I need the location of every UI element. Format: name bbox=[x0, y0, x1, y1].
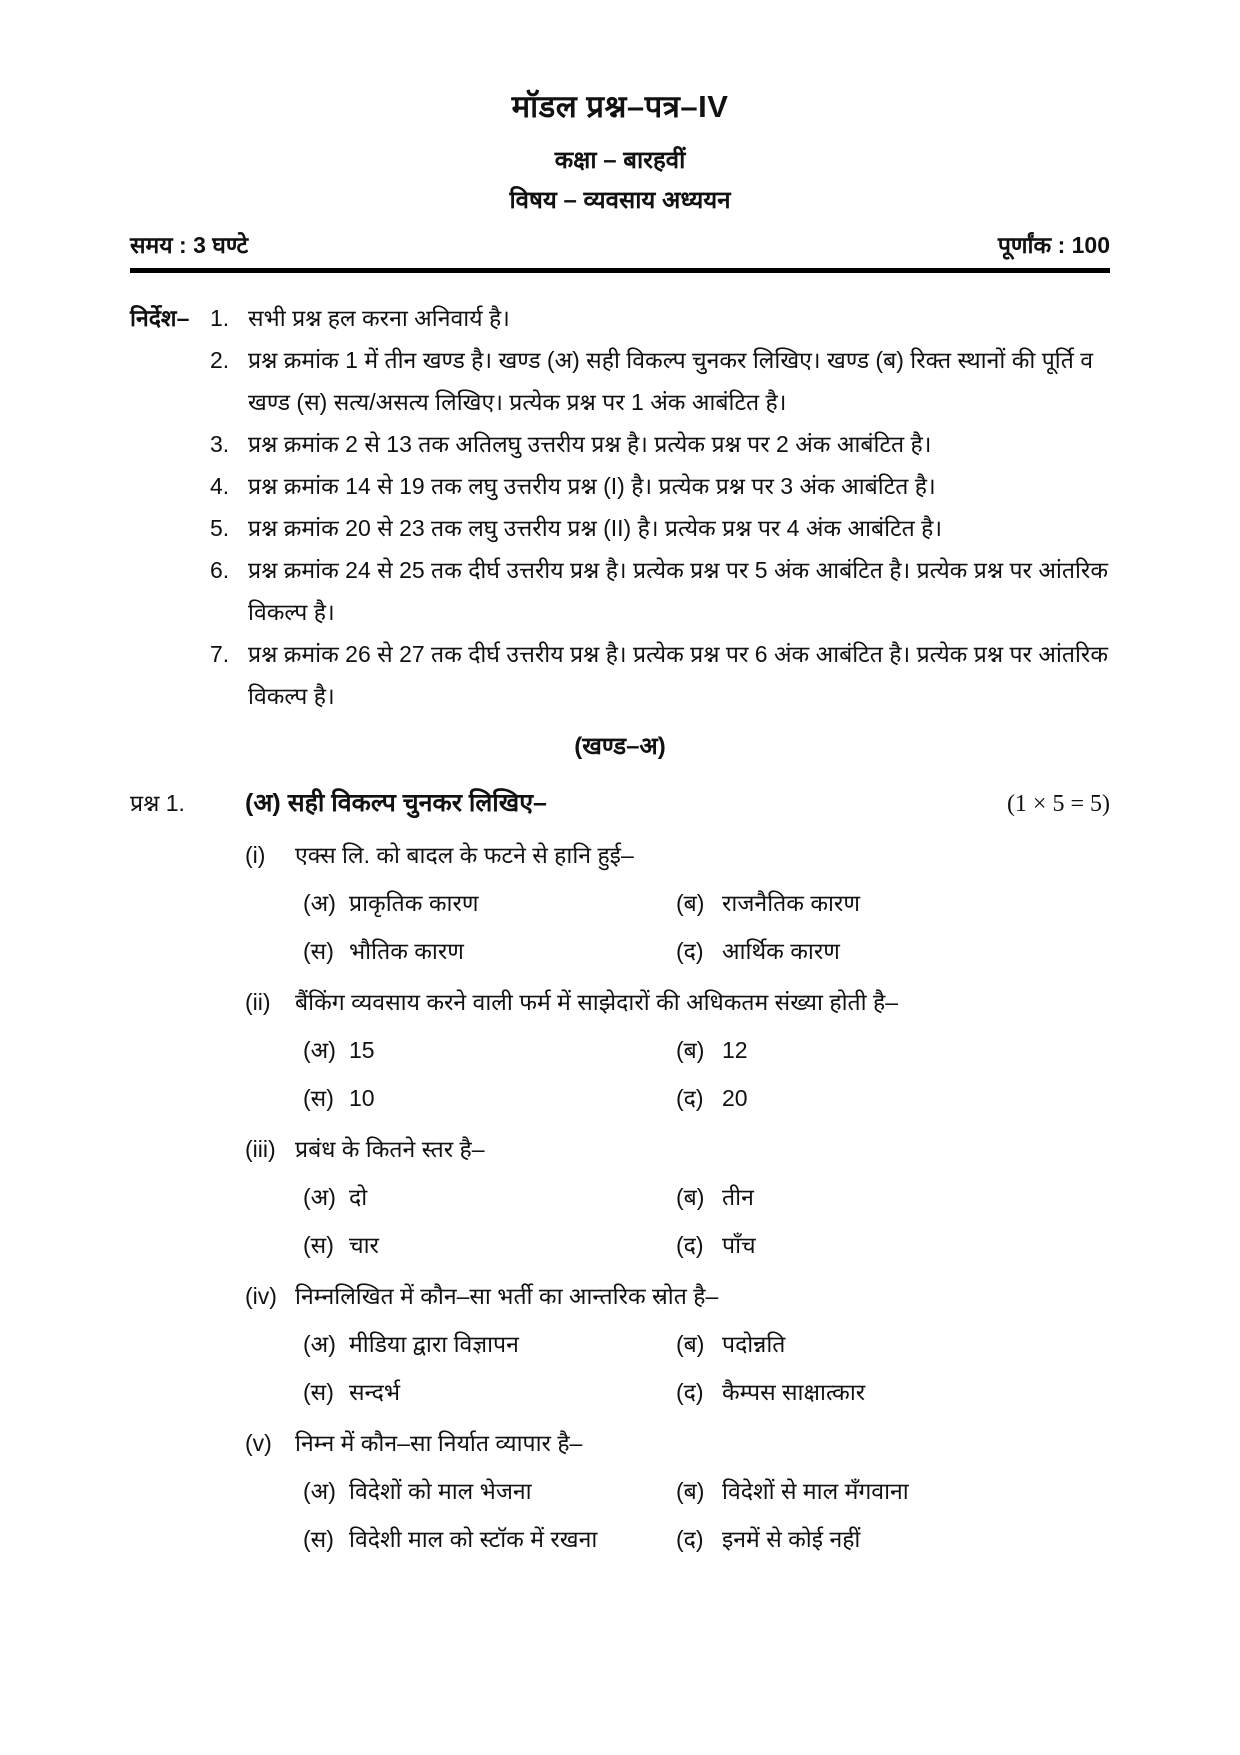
instructions-label: निर्देश– bbox=[130, 305, 190, 331]
option-label: (द) bbox=[676, 1526, 704, 1552]
option-text: इनमें से कोई नहीं bbox=[722, 1526, 861, 1552]
option-label: (द) bbox=[676, 1232, 704, 1258]
option-a bbox=[303, 1476, 676, 1507]
option-text: कैम्पस साक्षात्कार bbox=[722, 1379, 866, 1405]
sub-question-ii bbox=[245, 987, 1110, 1114]
class-line: कक्षा – बारहवीं bbox=[554, 147, 686, 174]
instruction-number: 7. bbox=[210, 641, 230, 667]
options-grid bbox=[303, 888, 1110, 967]
paper-header bbox=[130, 88, 1110, 273]
option-c bbox=[303, 936, 676, 967]
sub-question-text: निम्नलिखित में कौन–सा भर्ती का आन्तरिक स्रोत है– bbox=[295, 1283, 719, 1309]
instruction-text: प्रश्न क्रमांक 20 से 23 तक लघु उत्तरीय प्रश्न (II) है। प्रत्येक प्रश्न पर 4 अंक आबंटित है। bbox=[248, 515, 943, 541]
option-text: राजनैतिक कारण bbox=[722, 890, 860, 916]
option-text: मीडिया द्वारा विज्ञापन bbox=[349, 1331, 519, 1357]
option-label: (अ) bbox=[303, 1331, 336, 1357]
option-d bbox=[676, 1524, 1110, 1555]
options-grid bbox=[303, 1329, 1110, 1408]
option-a bbox=[303, 1035, 676, 1066]
option-label: (स) bbox=[303, 1232, 334, 1258]
option-text: पदोन्नति bbox=[722, 1331, 786, 1357]
option-a bbox=[303, 888, 676, 919]
option-label: (स) bbox=[303, 1526, 334, 1552]
header-divider bbox=[130, 268, 1110, 273]
options-grid bbox=[303, 1182, 1110, 1261]
option-d bbox=[676, 1083, 1110, 1114]
option-c bbox=[303, 1083, 676, 1114]
option-text: 20 bbox=[722, 1085, 748, 1111]
question-part-label: (अ) सही विकल्प चुनकर लिखिए– bbox=[245, 789, 547, 817]
instruction-item bbox=[210, 633, 1110, 717]
option-text: 12 bbox=[722, 1037, 748, 1063]
option-text: विदेशी माल को स्टॉक में रखना bbox=[349, 1526, 598, 1552]
instruction-text: प्रश्न क्रमांक 2 से 13 तक अतिलघु उत्तरीय प्रश्न है। प्रत्येक प्रश्न पर 2 अंक आबंटित है। bbox=[248, 431, 932, 457]
option-text: आर्थिक कारण bbox=[722, 938, 840, 964]
sub-question-row bbox=[245, 1281, 1110, 1312]
option-label: (ब) bbox=[676, 1478, 705, 1504]
sub-question-iii bbox=[245, 1134, 1110, 1261]
instruction-item bbox=[210, 423, 1110, 465]
option-text: तीन bbox=[722, 1184, 754, 1210]
option-label: (द) bbox=[676, 1379, 704, 1405]
sub-question-row bbox=[245, 1134, 1110, 1165]
instruction-item bbox=[210, 549, 1110, 633]
sub-question-number: (i) bbox=[245, 842, 266, 868]
instruction-item bbox=[210, 339, 1110, 423]
sub-question-text: एक्स लि. को बादल के फटने से हानि हुई– bbox=[295, 842, 634, 868]
option-label: (अ) bbox=[303, 1478, 336, 1504]
option-text: चार bbox=[349, 1232, 379, 1258]
question-marks: (1 × 5 = 5) bbox=[1006, 791, 1110, 817]
sub-question-iv bbox=[245, 1281, 1110, 1408]
sub-question-text: बैंकिंग व्यवसाय करने वाली फर्म में साझेदारों की अधिकतम संख्या होती है– bbox=[295, 989, 898, 1015]
option-a bbox=[303, 1329, 676, 1360]
option-text: भौतिक कारण bbox=[349, 938, 464, 964]
sub-question-text: निम्न में कौन–सा निर्यात व्यापार है– bbox=[295, 1430, 583, 1456]
instruction-item bbox=[210, 507, 1110, 549]
instruction-item bbox=[210, 297, 1110, 339]
option-label: (द) bbox=[676, 938, 704, 964]
option-a bbox=[303, 1182, 676, 1213]
option-b bbox=[676, 888, 1110, 919]
option-d bbox=[676, 1377, 1110, 1408]
option-b bbox=[676, 1329, 1110, 1360]
option-b bbox=[676, 1476, 1110, 1507]
instruction-number: 3. bbox=[210, 431, 230, 457]
option-label: (ब) bbox=[676, 1037, 705, 1063]
option-text: दो bbox=[349, 1184, 368, 1210]
option-c bbox=[303, 1524, 676, 1555]
sub-question-number: (iii) bbox=[245, 1136, 276, 1162]
option-label: (अ) bbox=[303, 890, 336, 916]
sub-question-row bbox=[245, 1428, 1110, 1459]
instruction-number: 5. bbox=[210, 515, 230, 541]
option-c bbox=[303, 1230, 676, 1261]
option-text: विदेशों से माल मँगवाना bbox=[722, 1478, 909, 1504]
option-text: 15 bbox=[349, 1037, 375, 1063]
option-text: पाँच bbox=[722, 1232, 756, 1258]
option-label: (ब) bbox=[676, 1331, 705, 1357]
option-label: (स) bbox=[303, 938, 334, 964]
sub-question-v bbox=[245, 1428, 1110, 1555]
sub-question-text: प्रबंध के कितने स्तर है– bbox=[295, 1136, 485, 1162]
option-b bbox=[676, 1035, 1110, 1066]
sub-question-row bbox=[245, 840, 1110, 871]
sub-question-number: (iv) bbox=[245, 1283, 277, 1309]
instruction-text: प्रश्न क्रमांक 1 में तीन खण्ड है। खण्ड (अ) सही विकल्प चुनकर लिखिए। खण्ड (ब) रिक्त स्थानों की पूर्ति व खण्ड (स) सत्य/असत्य लिखिए। प्रत्येक प्रश्न पर 1 अंक आबंटित है। bbox=[248, 347, 1094, 415]
instruction-item bbox=[210, 465, 1110, 507]
paper-title: मॉडल प्रश्न–पत्र–IV bbox=[511, 89, 729, 124]
option-label: (स) bbox=[303, 1379, 334, 1405]
max-marks: पूर्णांक : 100 bbox=[997, 232, 1110, 258]
instruction-text: प्रश्न क्रमांक 26 से 27 तक दीर्घ उत्तरीय प्रश्न है। प्रत्येक प्रश्न पर 6 अंक आबंटित है। प्रत्येक प्रश्न पर आंतरिक विकल्प है। bbox=[248, 641, 1108, 709]
option-d bbox=[676, 936, 1110, 967]
subject-line: विषय – व्यवसाय अध्ययन bbox=[509, 187, 731, 214]
sub-question-number: (ii) bbox=[245, 989, 271, 1015]
option-b bbox=[676, 1182, 1110, 1213]
sub-question-i bbox=[245, 840, 1110, 967]
mcq-block bbox=[245, 840, 1110, 1555]
option-label: (अ) bbox=[303, 1037, 336, 1063]
time-allowed: समय : 3 घण्टे bbox=[130, 232, 249, 258]
instructions-list bbox=[210, 297, 1110, 717]
option-label: (स) bbox=[303, 1085, 334, 1111]
option-label: (अ) bbox=[303, 1184, 336, 1210]
instruction-text: प्रश्न क्रमांक 24 से 25 तक दीर्घ उत्तरीय प्रश्न है। प्रत्येक प्रश्न पर 5 अंक आबंटित है। प्रत्येक प्रश्न पर आंतरिक विकल्प है। bbox=[248, 557, 1108, 625]
option-label: (ब) bbox=[676, 890, 705, 916]
options-grid bbox=[303, 1035, 1110, 1114]
instruction-number: 6. bbox=[210, 557, 230, 583]
instruction-text: प्रश्न क्रमांक 14 से 19 तक लघु उत्तरीय प्रश्न (I) है। प्रत्येक प्रश्न पर 3 अंक आबंटित है। bbox=[248, 473, 936, 499]
instruction-number: 1. bbox=[210, 305, 230, 331]
option-text: सन्दर्भ bbox=[349, 1379, 401, 1405]
instructions-section bbox=[130, 297, 1110, 717]
option-text: 10 bbox=[349, 1085, 375, 1111]
instruction-number: 2. bbox=[210, 347, 230, 373]
question-1-header bbox=[130, 787, 1110, 820]
option-label: (ब) bbox=[676, 1184, 705, 1210]
meta-row bbox=[130, 230, 1110, 260]
instruction-number: 4. bbox=[210, 473, 230, 499]
sub-question-number: (v) bbox=[245, 1430, 272, 1456]
option-text: प्राकृतिक कारण bbox=[349, 890, 479, 916]
sub-question-row bbox=[245, 987, 1110, 1018]
question-number: प्रश्न 1. bbox=[130, 790, 185, 816]
options-grid bbox=[303, 1476, 1110, 1555]
option-text: विदेशों को माल भेजना bbox=[349, 1478, 532, 1504]
option-label: (द) bbox=[676, 1085, 704, 1111]
instruction-text: सभी प्रश्न हल करना अनिवार्य है। bbox=[248, 305, 510, 331]
option-d bbox=[676, 1230, 1110, 1261]
section-heading: (खण्ड–अ) bbox=[574, 733, 666, 760]
option-c bbox=[303, 1377, 676, 1408]
